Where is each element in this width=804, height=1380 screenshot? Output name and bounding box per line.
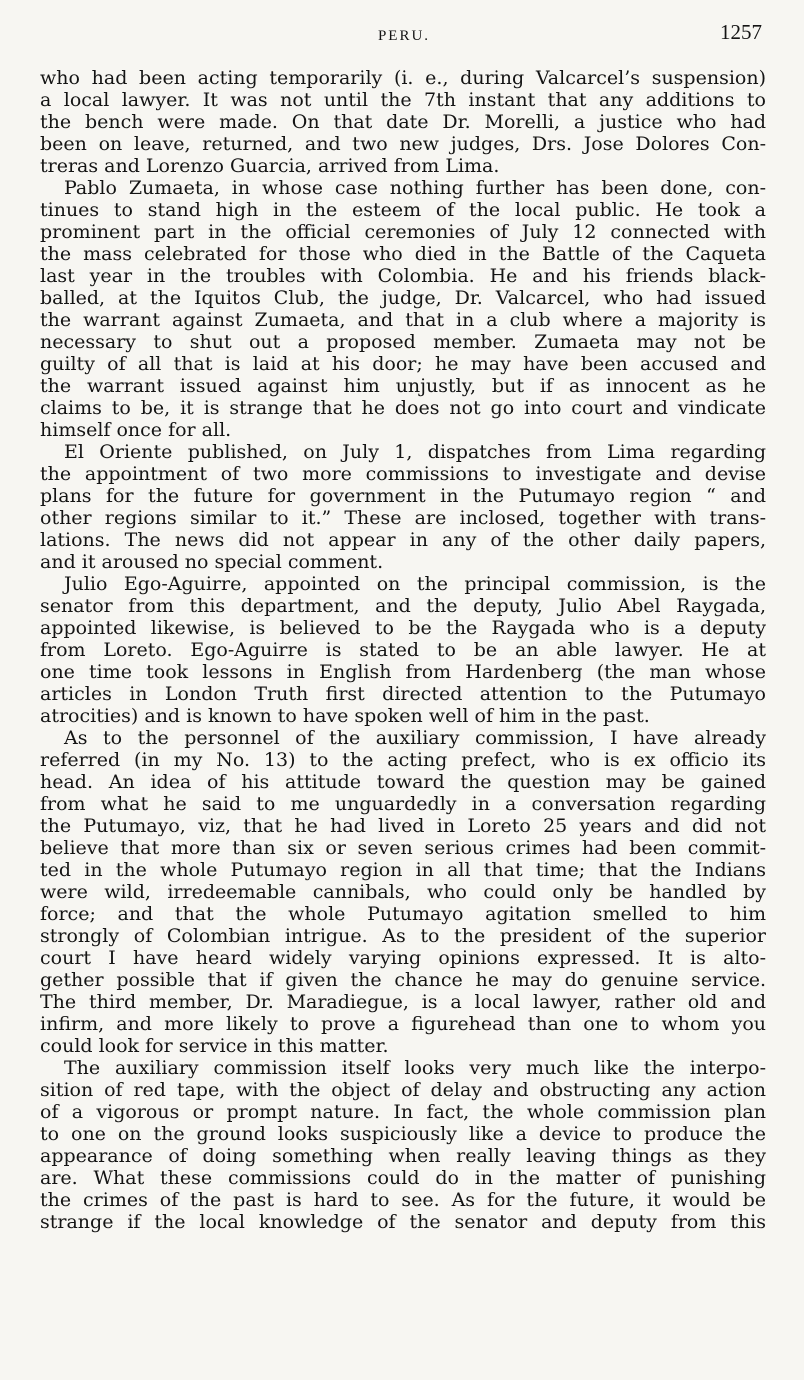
text-line: The auxiliary commission itself looks very much like the interpo- [64,1057,766,1079]
text-line: claims to be, it is strange that he does not go into court and vindicate [40,397,766,419]
text-line: and it aroused no special comment. [40,551,384,573]
text-line: to one on the ground looks suspiciously like a device to produce the [40,1123,766,1145]
text-line: senator from this department, and the deputy, Julio Abel Raygada, [40,595,766,617]
text-line: gether possible that if given the chance he may do genuine service. [40,969,766,991]
text-line: articles in London Truth first directed attention to the Putumayo [40,683,766,705]
text-line: appearance of doing something when really leaving things as they [40,1145,766,1167]
text-line: himself once for all. [40,419,232,441]
text-line: court I have heard widely varying opinions expressed. It is alto- [40,947,766,969]
text-line: of a vigorous or prompt nature. In fact, the whole commission plan [40,1101,766,1123]
text-line: are. What these commissions could do in the matter of punishing [40,1167,766,1189]
text-line: Julio Ego-Aguirre, appointed on the principal commission, is the [64,573,766,595]
text-line: As to the personnel of the auxiliary commission, I have already [64,727,766,749]
text-line: prominent part in the official ceremonies of July 12 connected with [40,221,766,243]
text-line: infirm, and more likely to prove a figurehead than one to whom you [40,1013,766,1035]
page-header [40,18,768,52]
text-line: the mass celebrated for those who died in the Battle of the Caqueta [40,243,766,265]
text-line: the crimes of the past is hard to see. As for the future, it would be [40,1189,766,1211]
body-text [40,67,766,1233]
text-line: referred (in my No. 13) to the acting prefect, who is ex officio its [40,749,766,771]
text-line: ted in the whole Putumayo region in all that time; that the Indians [40,859,766,881]
paragraph [40,67,766,177]
text-line: El Oriente published, on July 1, dispatches from Lima regarding [64,441,766,463]
paragraph [40,1057,766,1233]
text-line: appointed likewise, is believed to be the Raygada who is a deputy [40,617,766,639]
text-line: could look for service in this matter. [40,1035,389,1057]
text-line: atrocities) and is known to have spoken well of him in the past. [40,705,650,727]
text-line: from what he said to me unguardedly in a conversation regarding [40,793,766,815]
text-line: who had been acting temporarily (i. e., during Valcarcel’s suspension) [40,67,766,89]
text-line: head. An idea of his attitude toward the question may be gained [40,771,766,793]
text-line: guilty of all that is laid at his door; he may have been accused and [40,353,766,375]
text-line: strange if the local knowledge of the senator and deputy from this [40,1211,766,1233]
text-line: the bench were made. On that date Dr. Morelli, a justice who had [40,111,766,133]
text-line: plans for the future for government in the Putumayo region “ and [40,485,766,507]
text-line: sition of red tape, with the object of delay and obstructing any action [40,1079,766,1101]
text-line: from Loreto. Ego-Aguirre is stated to be an able lawyer. He at [40,639,766,661]
paragraph [40,441,766,573]
text-line: lations. The news did not appear in any of the other daily papers, [40,529,766,551]
text-line: Pablo Zumaeta, in whose case nothing further has been done, con- [64,177,766,199]
text-line: were wild, irredeemable cannibals, who could only be handled by [40,881,766,903]
text-line: treras and Lorenzo Guarcia, arrived from Lima. [40,155,500,177]
running-head: PERU. [377,28,431,44]
paragraph [40,573,766,727]
text-line: the warrant against Zumaeta, and that in a club where a majority is [40,309,766,331]
paragraph [40,177,766,441]
text-line: strongly of Colombian intrigue. As to the president of the superior [40,925,766,947]
page-number: 1257 [720,20,762,44]
text-line: force; and that the whole Putumayo agitation smelled to him [40,903,766,925]
text-line: believe that more than six or seven serious crimes had been commit- [40,837,766,859]
text-line: one time took lessons in English from Hardenberg (the man whose [40,661,766,683]
text-line: been on leave, returned, and two new judges, Drs. Jose Dolores Con- [40,133,766,155]
text-line: last year in the troubles with Colombia. He and his friends black- [40,265,766,287]
text-line: the appointment of two more commissions to investigate and devise [40,463,766,485]
text-line: a local lawyer. It was not until the 7th instant that any additions to [40,89,766,111]
text-line: tinues to stand high in the esteem of the local public. He took a [40,199,766,221]
text-line: the warrant issued against him unjustly, but if as innocent as he [40,375,766,397]
text-line: The third member, Dr. Maradiegue, is a local lawyer, rather old and [40,991,766,1013]
text-line: balled, at the Iquitos Club, the judge, Dr. Valcarcel, who had issued [40,287,766,309]
text-line: other regions similar to it.” These are inclosed, together with trans- [40,507,766,529]
text-line: the Putumayo, viz, that he had lived in Loreto 25 years and did not [40,815,766,837]
paragraph [40,727,766,1057]
text-line: necessary to shut out a proposed member. Zumaeta may not be [40,331,766,353]
